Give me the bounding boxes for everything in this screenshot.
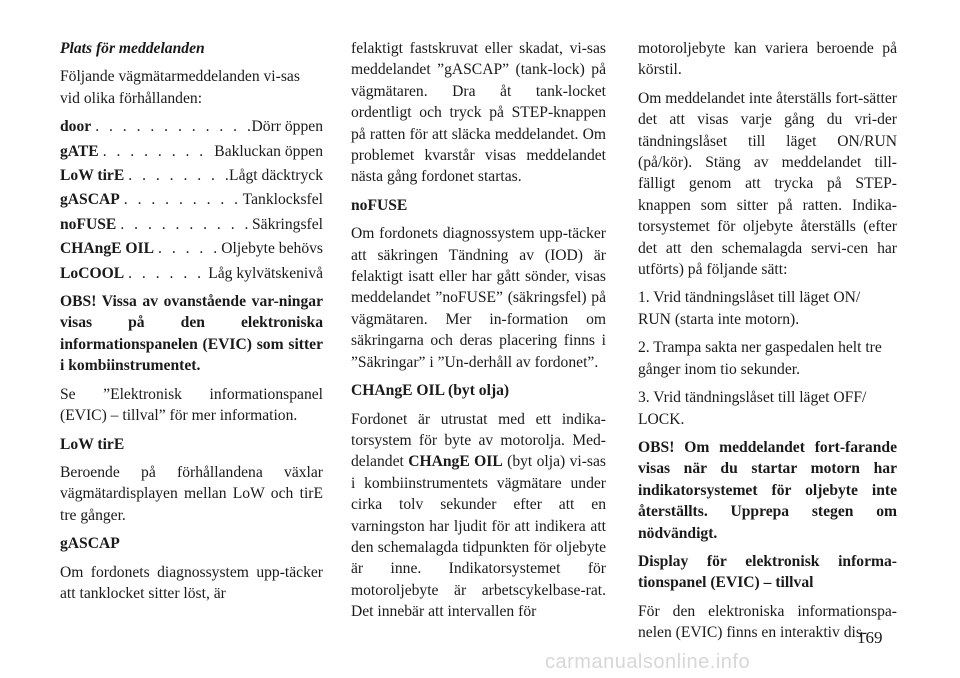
list-item: noFUSE . . . Säkringsfel xyxy=(60,214,323,235)
column-right xyxy=(638,38,897,651)
step-3: 3. Vrid tändningslåset till läget OFF/ LOCK. xyxy=(638,389,867,428)
list-item: gATE . . . Bakluckan öppen xyxy=(60,141,323,162)
gascap-heading: gASCAP xyxy=(60,535,120,553)
watermark: carmanualsonline.info xyxy=(545,651,751,673)
note-paragraph: OBS! Om meddelandet fort-farande visas när du startar motorn har indikatorsystemet för oljebyte inte återställts. Upprepa stegen om nödvändigt. xyxy=(638,438,897,542)
intro-paragraph: Följande vägmätarmeddelanden vi-sas vid olika förhållanden: xyxy=(60,68,300,107)
gascap-paragraph: Om fordonets diagnossystem upp-täcker att tanklocket sitter löst, är xyxy=(60,563,323,602)
change-oil-paragraph: Fordonet är utrustat med ett indika-torsystem för byte av motorolja. Med-delandet CHAngE OIL (byt olja) vi-sas i kombiinstrumentets vägmätare under cirka tolv sekunder efter att en varningston har ljudit för att indikera att den schemalagda tidpunkten för oljebyte är inne. Indikatorsystemet för motoroljebyte är arbetscykelbase-rat. Det innebär att intervallen för xyxy=(351,410,606,621)
lowtire-heading: LoW tirE xyxy=(60,435,125,453)
oil-continued-paragraph: motoroljebyte kan variera beroende på körstil. xyxy=(638,40,897,79)
evic-heading: Display för elektronisk informa-tionspanel (EVIC) – tillval xyxy=(638,552,897,592)
evic-paragraph: För den elektroniska informationspa-nelen (EVIC) finns en interaktiv dis- xyxy=(638,602,897,642)
page-number: 169 xyxy=(857,628,883,647)
reference-paragraph: Se ”Elektronisk informationspanel (EVIC) – tillval” för mer information. xyxy=(60,385,323,425)
lowtire-paragraph: Beroende på förhållandena växlar vägmätardisplayen mellan LoW och tirE tre gånger. xyxy=(60,463,323,524)
change-oil-heading: CHAngE OIL (byt olja) xyxy=(351,382,510,400)
reset-paragraph: Om meddelandet inte återställs fort-sätter det att visas varje gång du vri-der tändningslåset till läget ON/RUN (på/kör). Stäng av meddelandet till-fälligt genom att trycka på STEP-knappen som sitter på ratten. Indika-torsystemet för oljebyte återställs (efter det att den schemalagda servi-cen har utförts) på följande sätt: xyxy=(638,89,897,279)
step-1: 1. Vrid tändningslåset till läget ON/ RUN (starta inte motorn). xyxy=(638,289,861,328)
message-list xyxy=(60,116,323,284)
list-item: LoCOOL . . . Låg kylvätskenivå xyxy=(60,263,323,284)
column-middle xyxy=(351,38,606,630)
change-oil-code: CHAngE OIL xyxy=(408,453,503,471)
column-left xyxy=(60,38,323,611)
list-item: LoW tirE . . . Lågt däcktryck xyxy=(60,165,323,186)
nofuse-paragraph: Om fordonets diagnossystem upp-täcker att säkringen Tändning av (IOD) är felaktigt isatt eller har gått sönder, visas meddelandet ”noFUSE” (säkringsfel) på vägmätaren. Mer in-formation om säkringarna och deras placering finns i ”Säkringar” i ”Un-derhåll av fordonet”. xyxy=(351,225,606,371)
nofuse-heading: noFUSE xyxy=(351,196,408,214)
note-paragraph: OBS! Vissa av ovanstående var-ningar visas på den elektroniska informationspanelen (EVIC) som sitter i kombiinstrumentet. xyxy=(60,293,323,375)
list-item: CHAngE OIL . . . Oljebyte behövs xyxy=(60,238,323,259)
list-item: door . . . Dörr öppen xyxy=(60,116,323,137)
step-2: 2. Trampa sakta ner gaspedalen helt tre gånger inom tio sekunder. xyxy=(638,339,882,378)
list-item: gASCAP . . . Tanklocksfel xyxy=(60,189,323,210)
section-heading: Plats för meddelanden xyxy=(60,40,205,57)
gascap-continued-paragraph: felaktigt fastskruvat eller skadat, vi-sas meddelandet ”gASCAP” (tank-lock) på vägmätaren. Dra åt tank-locket ordentligt och tryck på STEP-knappen på ratten för att släcka meddelandet. Om problemet kvarstår visas meddelandet nästa gång fordonet startas. xyxy=(351,40,606,186)
